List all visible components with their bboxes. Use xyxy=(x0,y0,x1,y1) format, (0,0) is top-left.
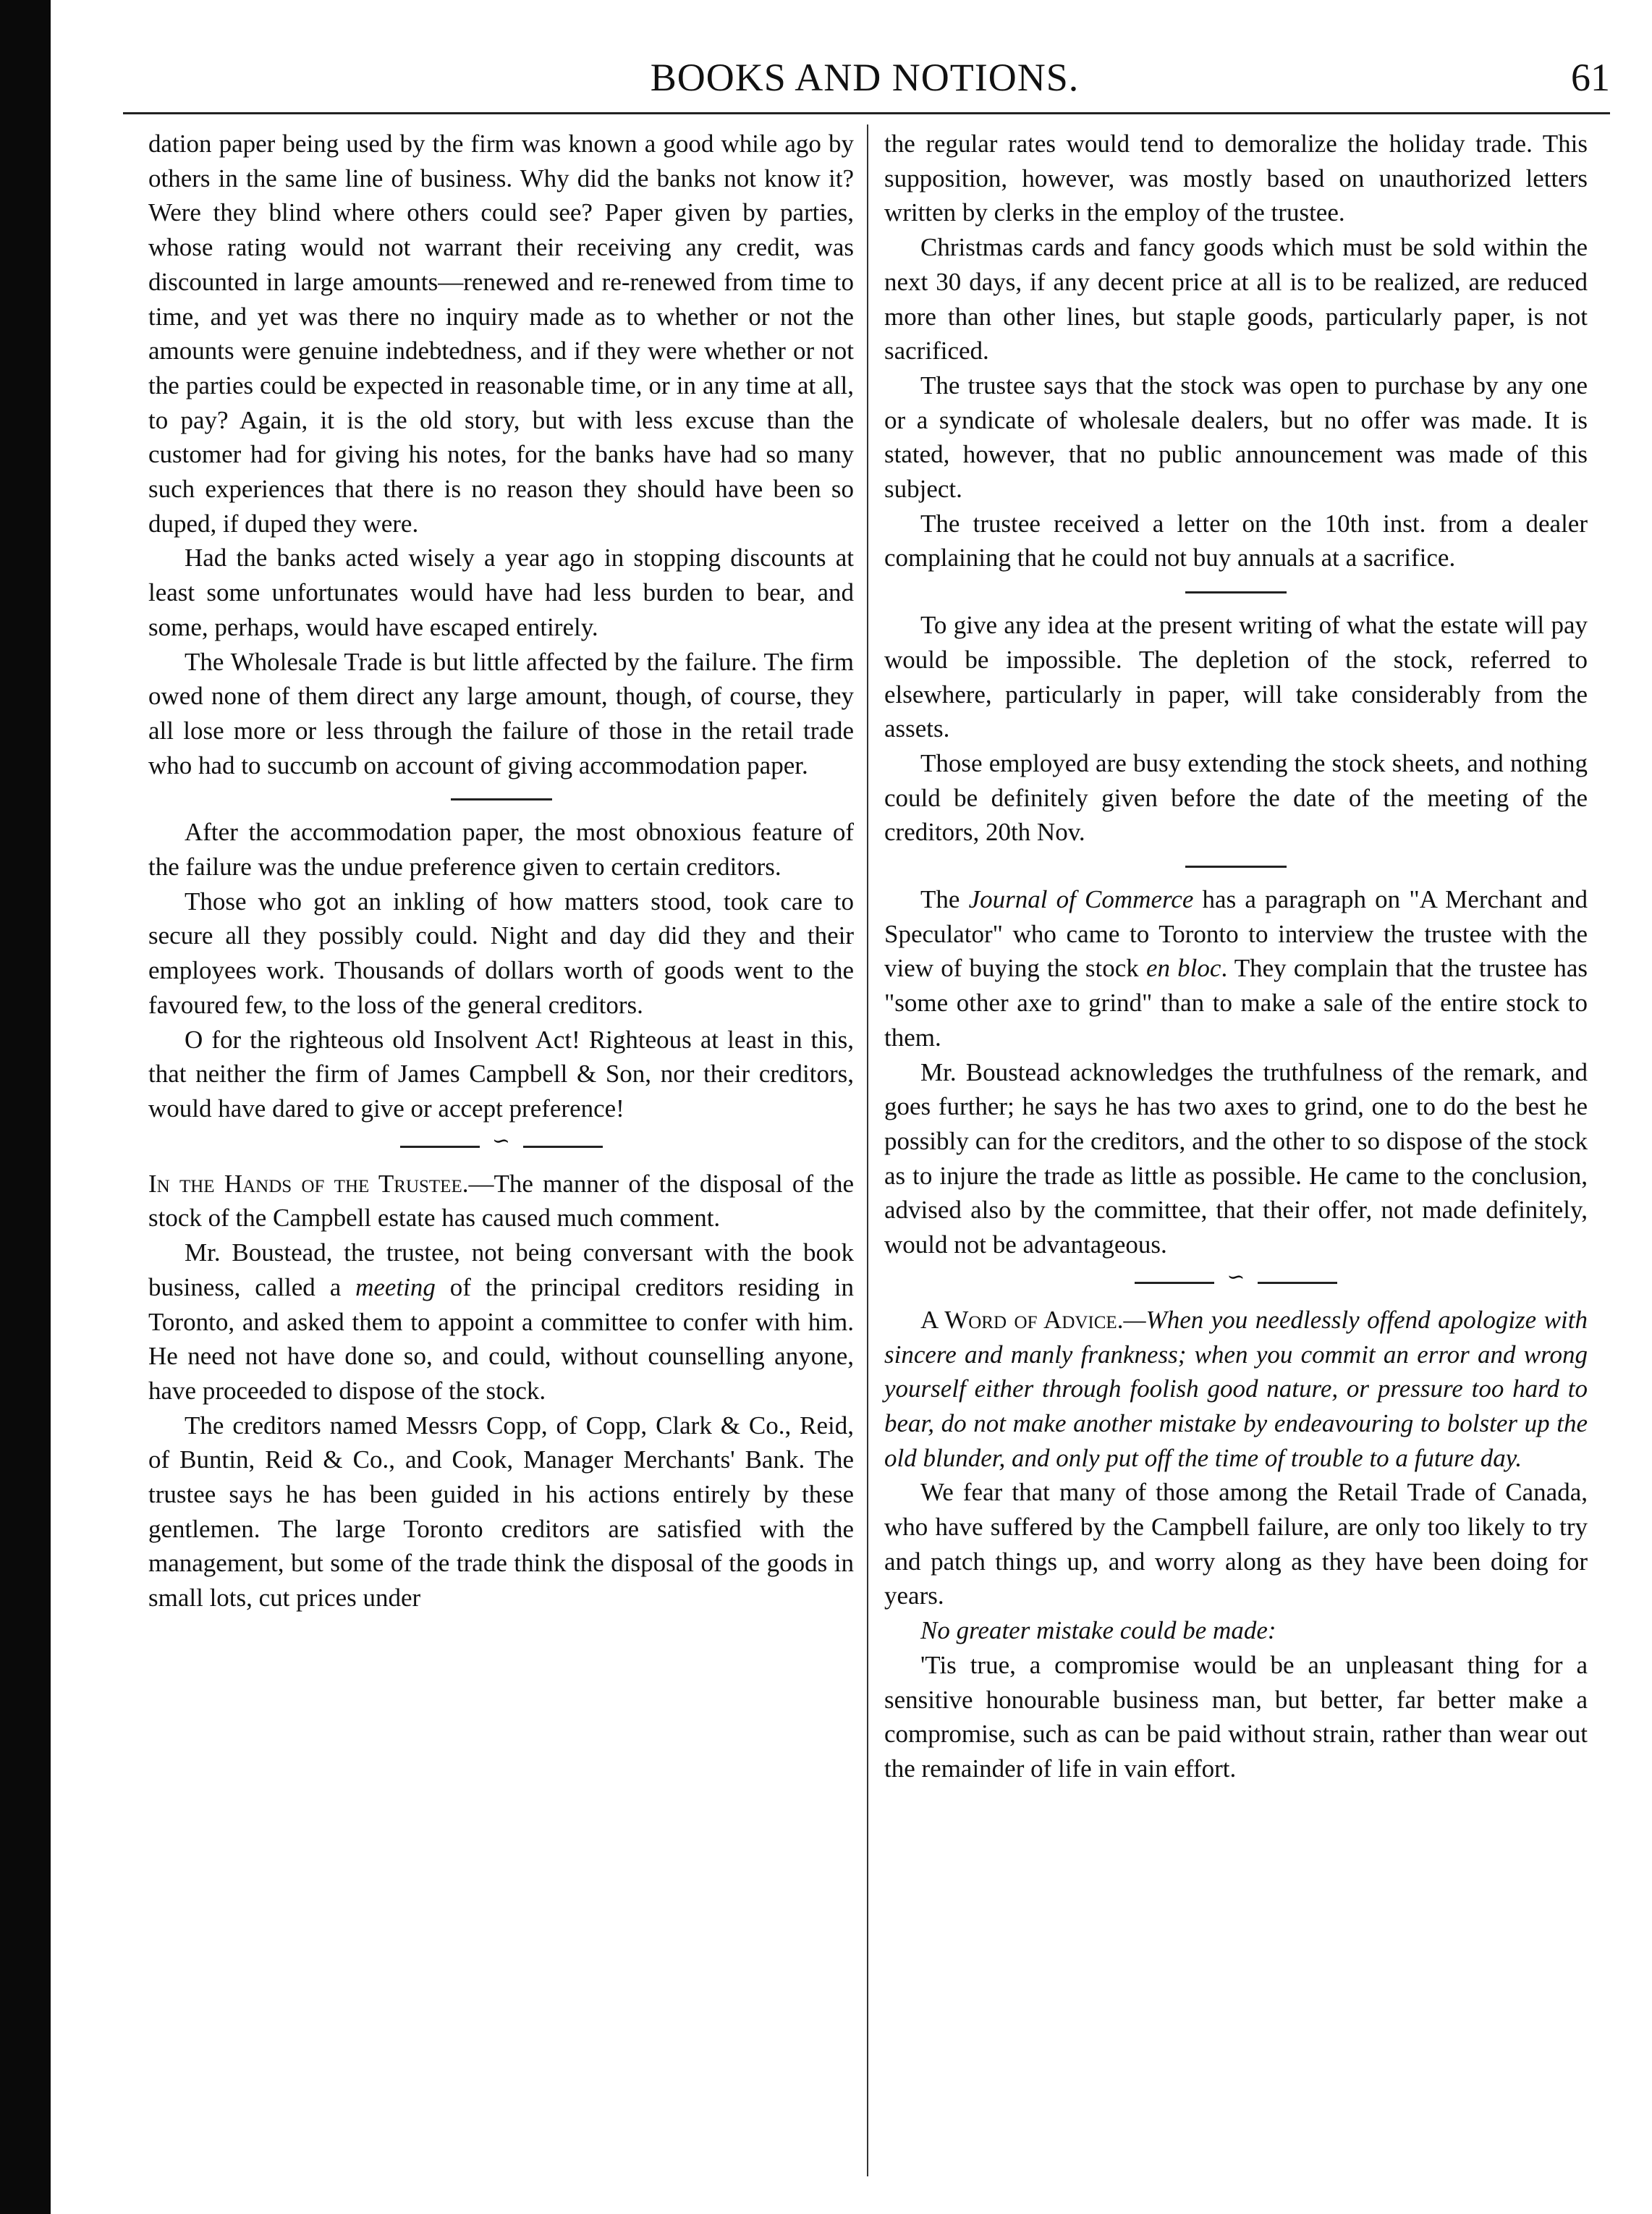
section-heading: In the Hands of the Trustee. xyxy=(148,1169,469,1198)
page-header xyxy=(119,55,1610,113)
running-title: BOOKS AND NOTIONS. xyxy=(650,56,1080,99)
left-column xyxy=(148,127,854,1615)
paragraph: dation paper being used by the firm was known a good while ago by others in the same line of business. Why did the banks not know it? Were they blind where others could see? Paper given by parties, whose rating would not warrant their receiving any credit, was discounted in large amounts—renewed and re-renewed from time to time, and yet was there no inquiry made as to whether or not the amounts were genuine indebtedness, and if they were whether or not the parties could be expected in reasonable time, or in any time at all, to pay? Again, it is the old story, but with less excuse than the customer had for giving his notes, for the banks have had so many such experiences that there is no reason they should have been so duped, if duped they were. xyxy=(148,130,854,538)
paragraph: the regular rates would tend to demoralize the holiday trade. This supposition, however, was mostly based on unauthorized letters written by clerks in the employ of the trustee. xyxy=(884,130,1588,227)
paragraph: The trustee says that the stock was open to purchase by any one or a syndicate of wholesale dealers, but no offer was made. It is stated, however, that no public announcement was made of this subject. xyxy=(884,371,1588,504)
page-number: 61 xyxy=(1571,56,1610,99)
paragraph: No greater mistake could be made: xyxy=(920,1616,1276,1645)
header-rule xyxy=(123,112,1610,114)
paragraph: The trustee received a letter on the 10th inst. from a dealer complaining that he could not buy annuals at a sacrifice. xyxy=(884,509,1588,572)
right-column xyxy=(884,127,1588,1786)
book-spine-shadow xyxy=(0,0,51,2214)
section-rule xyxy=(1185,866,1287,868)
paragraph: Mr. Boustead acknowledges the truthfulness of the remark, and goes further; he says he has two axes to grind, one to do the best he possibly can for the creditors, and the other to so dispose of the stock as to injure the trade as little as possible. He came to the conclusion, advised also by the committee, that their offer, not made definitely, would not be advantageous. xyxy=(884,1057,1588,1259)
paragraph: The Journal of Commerce has a paragraph on "A Merchant and Speculator" who came to Toronto to interview the trustee with the view of buying the stock en bloc. They complain that the trustee has "some other axe to grind" than to make a sale of the entire stock to them. xyxy=(884,885,1588,1052)
paragraph: Those who got an inkling of how matters stood, took care to secure all they possibly could. Night and day did they and their employees work. Thousands of dollars worth of goods went to the favoured few, to the loss of the general creditors. xyxy=(148,887,854,1019)
paragraph: O for the righteous old Insolvent Act! Righteous at least in this, that neither the firm of James Campbell & Son, nor their creditors, would have dared to give or accept preference! xyxy=(148,1025,854,1123)
section-rule xyxy=(1185,591,1287,593)
column-divider xyxy=(867,124,868,2176)
section-rule xyxy=(451,798,552,800)
paragraph: Christmas cards and fancy goods which must be sold within the next 30 days, if any decent price at all is to be realized, are reduced more than other lines, but staple goods, particularly paper, is not sacrificed. xyxy=(884,233,1588,366)
paragraph: We fear that many of those among the Retail Trade of Canada, who have suffered by the Campbell failure, are only too likely to try and patch things up, and worry along as they have been doing for years. xyxy=(884,1478,1588,1610)
section-heading: A Word of Advice. xyxy=(920,1305,1124,1334)
paragraph: To give any idea at the present writing of what the estate will pay would be impossible. The depletion of the stock, referred to elsewhere, particularly in paper, will take considerably from the assets. xyxy=(884,611,1588,743)
paragraph: After the accommodation paper, the most obnoxious feature of the failure was the undue preference given to certain creditors. xyxy=(148,818,854,882)
paragraph: The creditors named Messrs Copp, of Copp, Clark & Co., Reid, of Buntin, Reid & Co., and Cook, Manager Merchants' Bank. The trustee says he has been guided in his actions entirely by these gentlemen. The large Toronto creditors are satisfied with the management, but some of the trade think the disposal of the goods in small lots, cut prices under xyxy=(148,1411,854,1613)
paragraph: 'Tis true, a compromise would be an unpleasant thing for a sensitive honourable business man, but better, far better make a compromise, such as can be paid without strain, rather than wear out the remainder of life in vain effort. xyxy=(884,1650,1588,1783)
paragraph: In the Hands of the Trustee.—The manner of the disposal of the stock of the Campbell estate has caused much comment. xyxy=(148,1169,854,1233)
paragraph: Had the banks acted wisely a year ago in stopping discounts at least some unfortunates would have had less burden to bear, and some, perhaps, would have escaped entirely. xyxy=(148,544,854,641)
paragraph: A Word of Advice.—When you needlessly offend apologize with sincere and manly frankness; when you commit an error and wrong yourself either through foolish good nature, or pressure too hard to bear, do not make another mistake by endeavouring to bolster up the old blunder, and only put off the time of trouble to a future day. xyxy=(884,1305,1588,1472)
paragraph: Mr. Boustead, the trustee, not being conversant with the book business, called a meeting of the principal creditors residing in Toronto, and asked them to appoint a committee to confer with him. He need not have done so, and could, without counselling anyone, have proceeded to dispose of the stock. xyxy=(148,1238,854,1405)
paragraph: Those employed are busy extending the stock sheets, and nothing could be definitely given before the date of the meeting of the creditors, 20th Nov. xyxy=(884,748,1588,847)
ornamental-rule: ∽ xyxy=(400,1139,603,1154)
ornamental-rule: ∽ xyxy=(1135,1275,1337,1290)
paragraph: The Wholesale Trade is but little affected by the failure. The firm owed none of them direct any large amount, though, of course, they all lose more or less through the failure of those in the retail trade who had to succumb on account of giving accommodation paper. xyxy=(148,647,854,779)
